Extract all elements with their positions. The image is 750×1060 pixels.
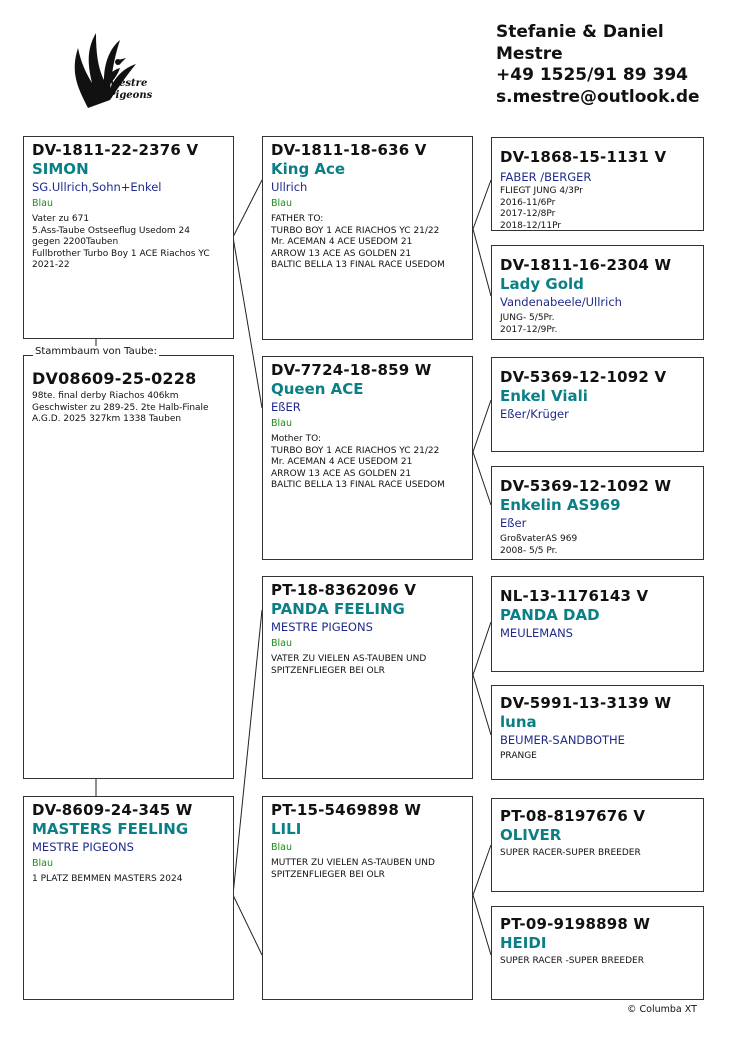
dss-name: PANDA DAD — [500, 606, 600, 624]
sdd-name: Enkelin AS969 — [500, 496, 621, 514]
dds-name: OLIVER — [500, 826, 562, 844]
ssd-ring-number: DV-1811-16-2304 W — [500, 256, 672, 274]
ssd-card — [491, 245, 704, 340]
dss-card — [491, 576, 704, 672]
dam-ring-number: DV-8609-24-345 W — [32, 801, 193, 819]
dam-card — [23, 796, 234, 1000]
sss-owner: FABER /BERGER — [500, 170, 592, 184]
ssd-info: JUNG- 5/5Pr. 2017-12/9Pr. — [500, 313, 558, 335]
sds-ring-number: DV-5369-12-1092 V — [500, 368, 667, 386]
ddd-name: HEIDI — [500, 934, 547, 952]
sss-info: FLIEGT JUNG 4/3Pr 2016-11/6Pr 2017-12/8Pr 2018-12/11Pr — [500, 186, 583, 231]
dam-sire-color: Blau — [271, 638, 292, 649]
ddd-card — [491, 906, 704, 1000]
dam-sire-card — [262, 576, 473, 779]
sire-card — [23, 136, 234, 339]
dam-dam-card — [262, 796, 473, 1000]
dsd-name: luna — [500, 713, 537, 731]
sire-sire-info: FATHER TO: TURBO BOY 1 ACE RIACHOS YC 21/22 Mr. ACEMAN 4 ACE USEDOM 21 ARROW 13 ACE AS GOLDEN 21 BALTIC BELLA 13 FINAL RACE USEDOM — [271, 214, 445, 270]
sds-card — [491, 357, 704, 452]
sire-color: Blau — [32, 198, 53, 209]
sdd-ring-number: DV-5369-12-1092 W — [500, 477, 672, 495]
dsd-owner: BEUMER-SANDBOTHE — [500, 733, 625, 747]
subject-info: 98te. final derby Riachos 406km Geschwister zu 289-25. 2te Halb-Finale A.G.D. 2025 327km 1338 Tauben — [32, 391, 209, 424]
pedigree-label: Stammbaum von Taube: — [35, 346, 157, 357]
sdd-card — [491, 466, 704, 560]
dam-dam-name: LILI — [271, 820, 302, 838]
sire-dam-card — [262, 356, 473, 560]
ddd-ring-number: PT-09-9198898 W — [500, 915, 651, 933]
dam-info: 1 PLATZ BEMMEN MASTERS 2024 — [32, 874, 183, 884]
dds-info: SUPER RACER-SUPER BREEDER — [500, 848, 641, 858]
sss-ring-number: DV-1868-15-1131 V — [500, 148, 667, 166]
dam-owner: MESTRE PIGEONS — [32, 840, 134, 854]
dss-owner: MEULEMANS — [500, 626, 573, 640]
dam-dam-info: MUTTER ZU VIELEN AS-TAUBEN UND SPITZENFLIEGER BEI OLR — [271, 858, 435, 880]
dsd-card — [491, 685, 704, 780]
sire-dam-owner: EßER — [271, 400, 301, 414]
dsd-ring-number: DV-5991-13-3139 W — [500, 694, 672, 712]
sire-dam-ring-number: DV-7724-18-859 W — [271, 361, 432, 379]
sire-name: SIMON — [32, 160, 89, 178]
dam-name: MASTERS FEELING — [32, 820, 189, 838]
dds-card — [491, 798, 704, 892]
sire-dam-info: Mother TO: TURBO BOY 1 ACE RIACHOS YC 21/22 Mr. ACEMAN 4 ACE USEDOM 21 ARROW 13 ACE AS GOLDEN 21 BALTIC BELLA 13 FINAL RACE USEDOM — [271, 434, 445, 490]
breeder-contact: Stefanie & Daniel Mestre +49 1525/91 89 394 s.mestre@outlook.de — [496, 22, 700, 107]
sire-owner: SG.Ullrich,Sohn+Enkel — [32, 180, 162, 194]
sire-info: Vater zu 671 5.Ass-Taube Ostseeflug Usedom 24 gegen 2200Tauben Fullbrother Turbo Boy 1 ACE Riachos YC 2021-22 — [32, 214, 210, 270]
sire-dam-color: Blau — [271, 418, 292, 429]
dam-sire-name: PANDA FEELING — [271, 600, 405, 618]
sire-sire-card — [262, 136, 473, 340]
sdd-info: GroßvaterAS 969 2008- 5/5 Pr. — [500, 534, 578, 556]
dsd-info: PRANGE — [500, 751, 537, 761]
logo-text — [108, 78, 152, 102]
sds-owner: Eßer/Krüger — [500, 407, 569, 421]
sire-sire-color: Blau — [271, 198, 292, 209]
dam-sire-info: VATER ZU VIELEN AS-TAUBEN UND SPITZENFLIEGER BEI OLR — [271, 654, 427, 676]
dam-sire-owner: MESTRE PIGEONS — [271, 620, 373, 634]
sire-sire-owner: Ullrich — [271, 180, 308, 194]
dam-dam-ring-number: PT-15-5469898 W — [271, 801, 422, 819]
sire-ring-number: DV-1811-22-2376 V — [32, 141, 199, 159]
sss-card — [491, 137, 704, 231]
dam-sire-ring-number: PT-18-8362096 V — [271, 581, 417, 599]
sds-name: Enkel Viali — [500, 387, 588, 405]
subject-card — [23, 355, 234, 779]
logo-text-line1: Mestre — [108, 78, 148, 89]
dam-color: Blau — [32, 858, 53, 869]
sire-sire-ring-number: DV-1811-18-636 V — [271, 141, 427, 159]
dam-dam-color: Blau — [271, 842, 292, 853]
footer-copyright: © Columba XT — [627, 1004, 697, 1015]
sdd-owner: Eßer — [500, 516, 527, 530]
ssd-owner: Vandenabeele/Ullrich — [500, 295, 622, 309]
dds-ring-number: PT-08-8197676 V — [500, 807, 646, 825]
sire-dam-name: Queen ACE — [271, 380, 364, 398]
subject-ring-number: DV08609-25-0228 — [32, 369, 197, 388]
ssd-name: Lady Gold — [500, 275, 584, 293]
logo-text-line2: Pigeons — [108, 90, 153, 101]
dss-ring-number: NL-13-1176143 V — [500, 587, 649, 605]
sire-sire-name: King Ace — [271, 160, 346, 178]
ddd-info: SUPER RACER -SUPER BREEDER — [500, 956, 644, 966]
